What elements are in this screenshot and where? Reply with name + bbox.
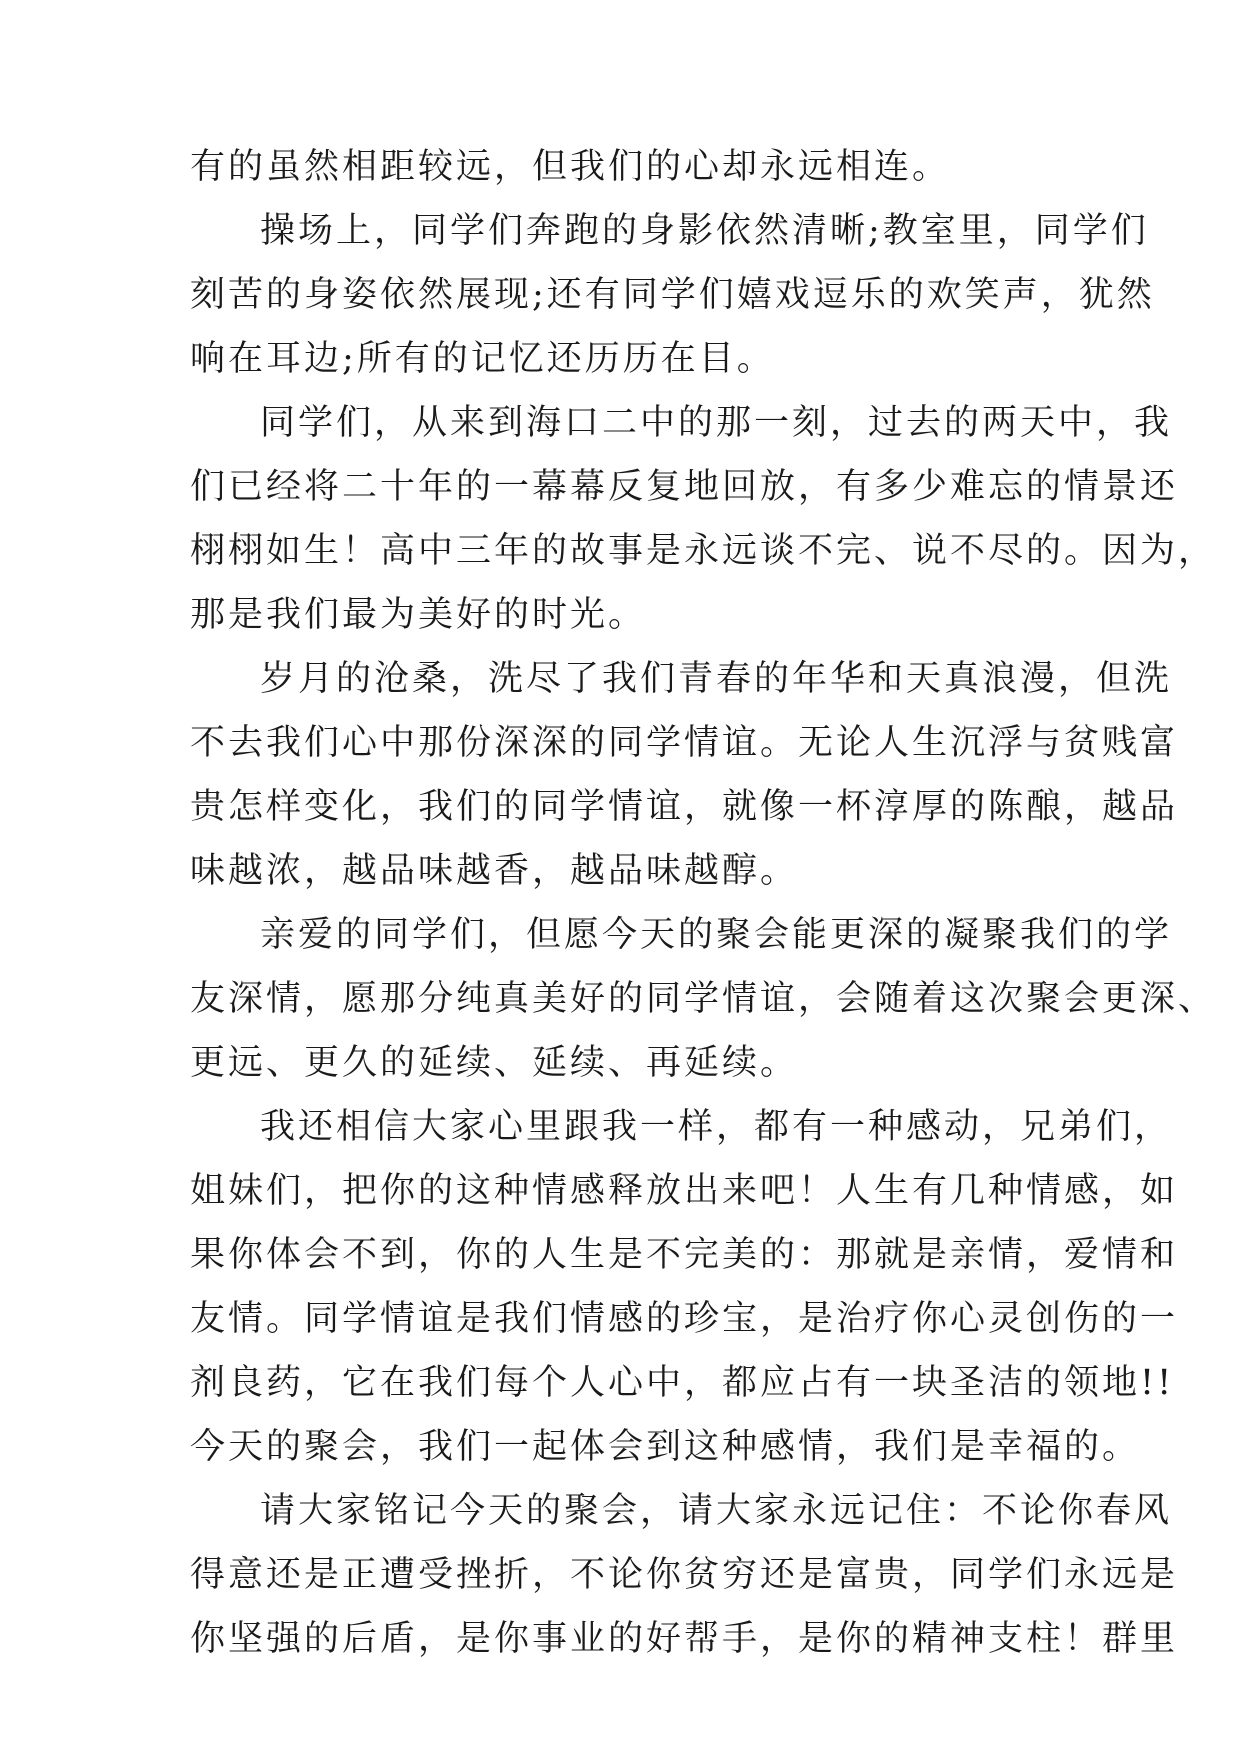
paragraph-4 — [190, 647, 1179, 903]
text-line: 得意还是正遭受挫折，不论你贫穷还是富贵，同学们永远是 — [190, 1555, 1179, 1595]
paragraph-3 — [190, 391, 1217, 647]
text-line: 剂良药，它在我们每个人心中，都应占有一块圣洁的领地!! — [190, 1363, 1175, 1403]
paragraph-7 — [190, 1479, 1179, 1671]
text-line: 友深情，愿那分纯真美好的同学情谊，会随着这次聚会更深、 — [190, 979, 1217, 1019]
paragraph-6 — [190, 1095, 1179, 1479]
text-line: 今天的聚会，我们一起体会到这种感情，我们是幸福的。 — [190, 1427, 1141, 1467]
text-line: 响在耳边;所有的记忆还历历在目。 — [190, 339, 775, 379]
text-line: 们已经将二十年的一幕幕反复地回放，有多少难忘的情景还 — [190, 467, 1179, 507]
text-line: 姐妹们，把你的这种情感释放出来吧！人生有几种情感，如 — [190, 1171, 1179, 1211]
paragraph-1 — [190, 135, 1050, 199]
text-line: 那是我们最为美好的时光。 — [190, 595, 647, 635]
text-line: 贵怎样变化，我们的同学情谊，就像一杯淳厚的陈酿，越品 — [190, 787, 1179, 827]
paragraph-5 — [190, 903, 1217, 1095]
text-line: 岁月的沧桑，洗尽了我们青春的年华和天真浪漫，但洗 — [260, 659, 1173, 699]
document-body — [190, 135, 1217, 1671]
text-line: 果你体会不到，你的人生是不完美的：那就是亲情，爱情和 — [190, 1235, 1179, 1275]
text-line: 操场上，同学们奔跑的身影依然清晰;教室里，同学们 — [260, 211, 1149, 251]
text-line: 我还相信大家心里跟我一样，都有一种感动，兄弟们， — [260, 1107, 1173, 1147]
text-line: 你坚强的后盾，是你事业的好帮手，是你的精神支柱！群里 — [190, 1619, 1179, 1659]
text-line: 请大家铭记今天的聚会，请大家永远记住：不论你春风 — [260, 1491, 1173, 1531]
text-line: 亲爱的同学们，但愿今天的聚会能更深的凝聚我们的学 — [260, 915, 1173, 955]
text-line: 刻苦的身姿依然展现;还有同学们嬉戏逗乐的欢笑声，犹然 — [190, 275, 1155, 315]
text-line: 更远、更久的延续、延续、再延续。 — [190, 1043, 799, 1083]
text-line: 味越浓，越品味越香，越品味越醇。 — [190, 851, 799, 891]
text-line: 有的虽然相距较远，但我们的心却永远相连。 — [190, 147, 951, 187]
text-line: 不去我们心中那份深深的同学情谊。无论人生沉浮与贫贱富 — [190, 723, 1179, 763]
paragraph-2 — [190, 199, 1155, 391]
text-line: 同学们，从来到海口二中的那一刻，过去的两天中，我 — [260, 403, 1173, 443]
text-line: 友情。同学情谊是我们情感的珍宝，是治疗你心灵创伤的一 — [190, 1299, 1179, 1339]
text-line: 栩栩如生！高中三年的故事是永远谈不完、说不尽的。因为， — [190, 531, 1217, 571]
